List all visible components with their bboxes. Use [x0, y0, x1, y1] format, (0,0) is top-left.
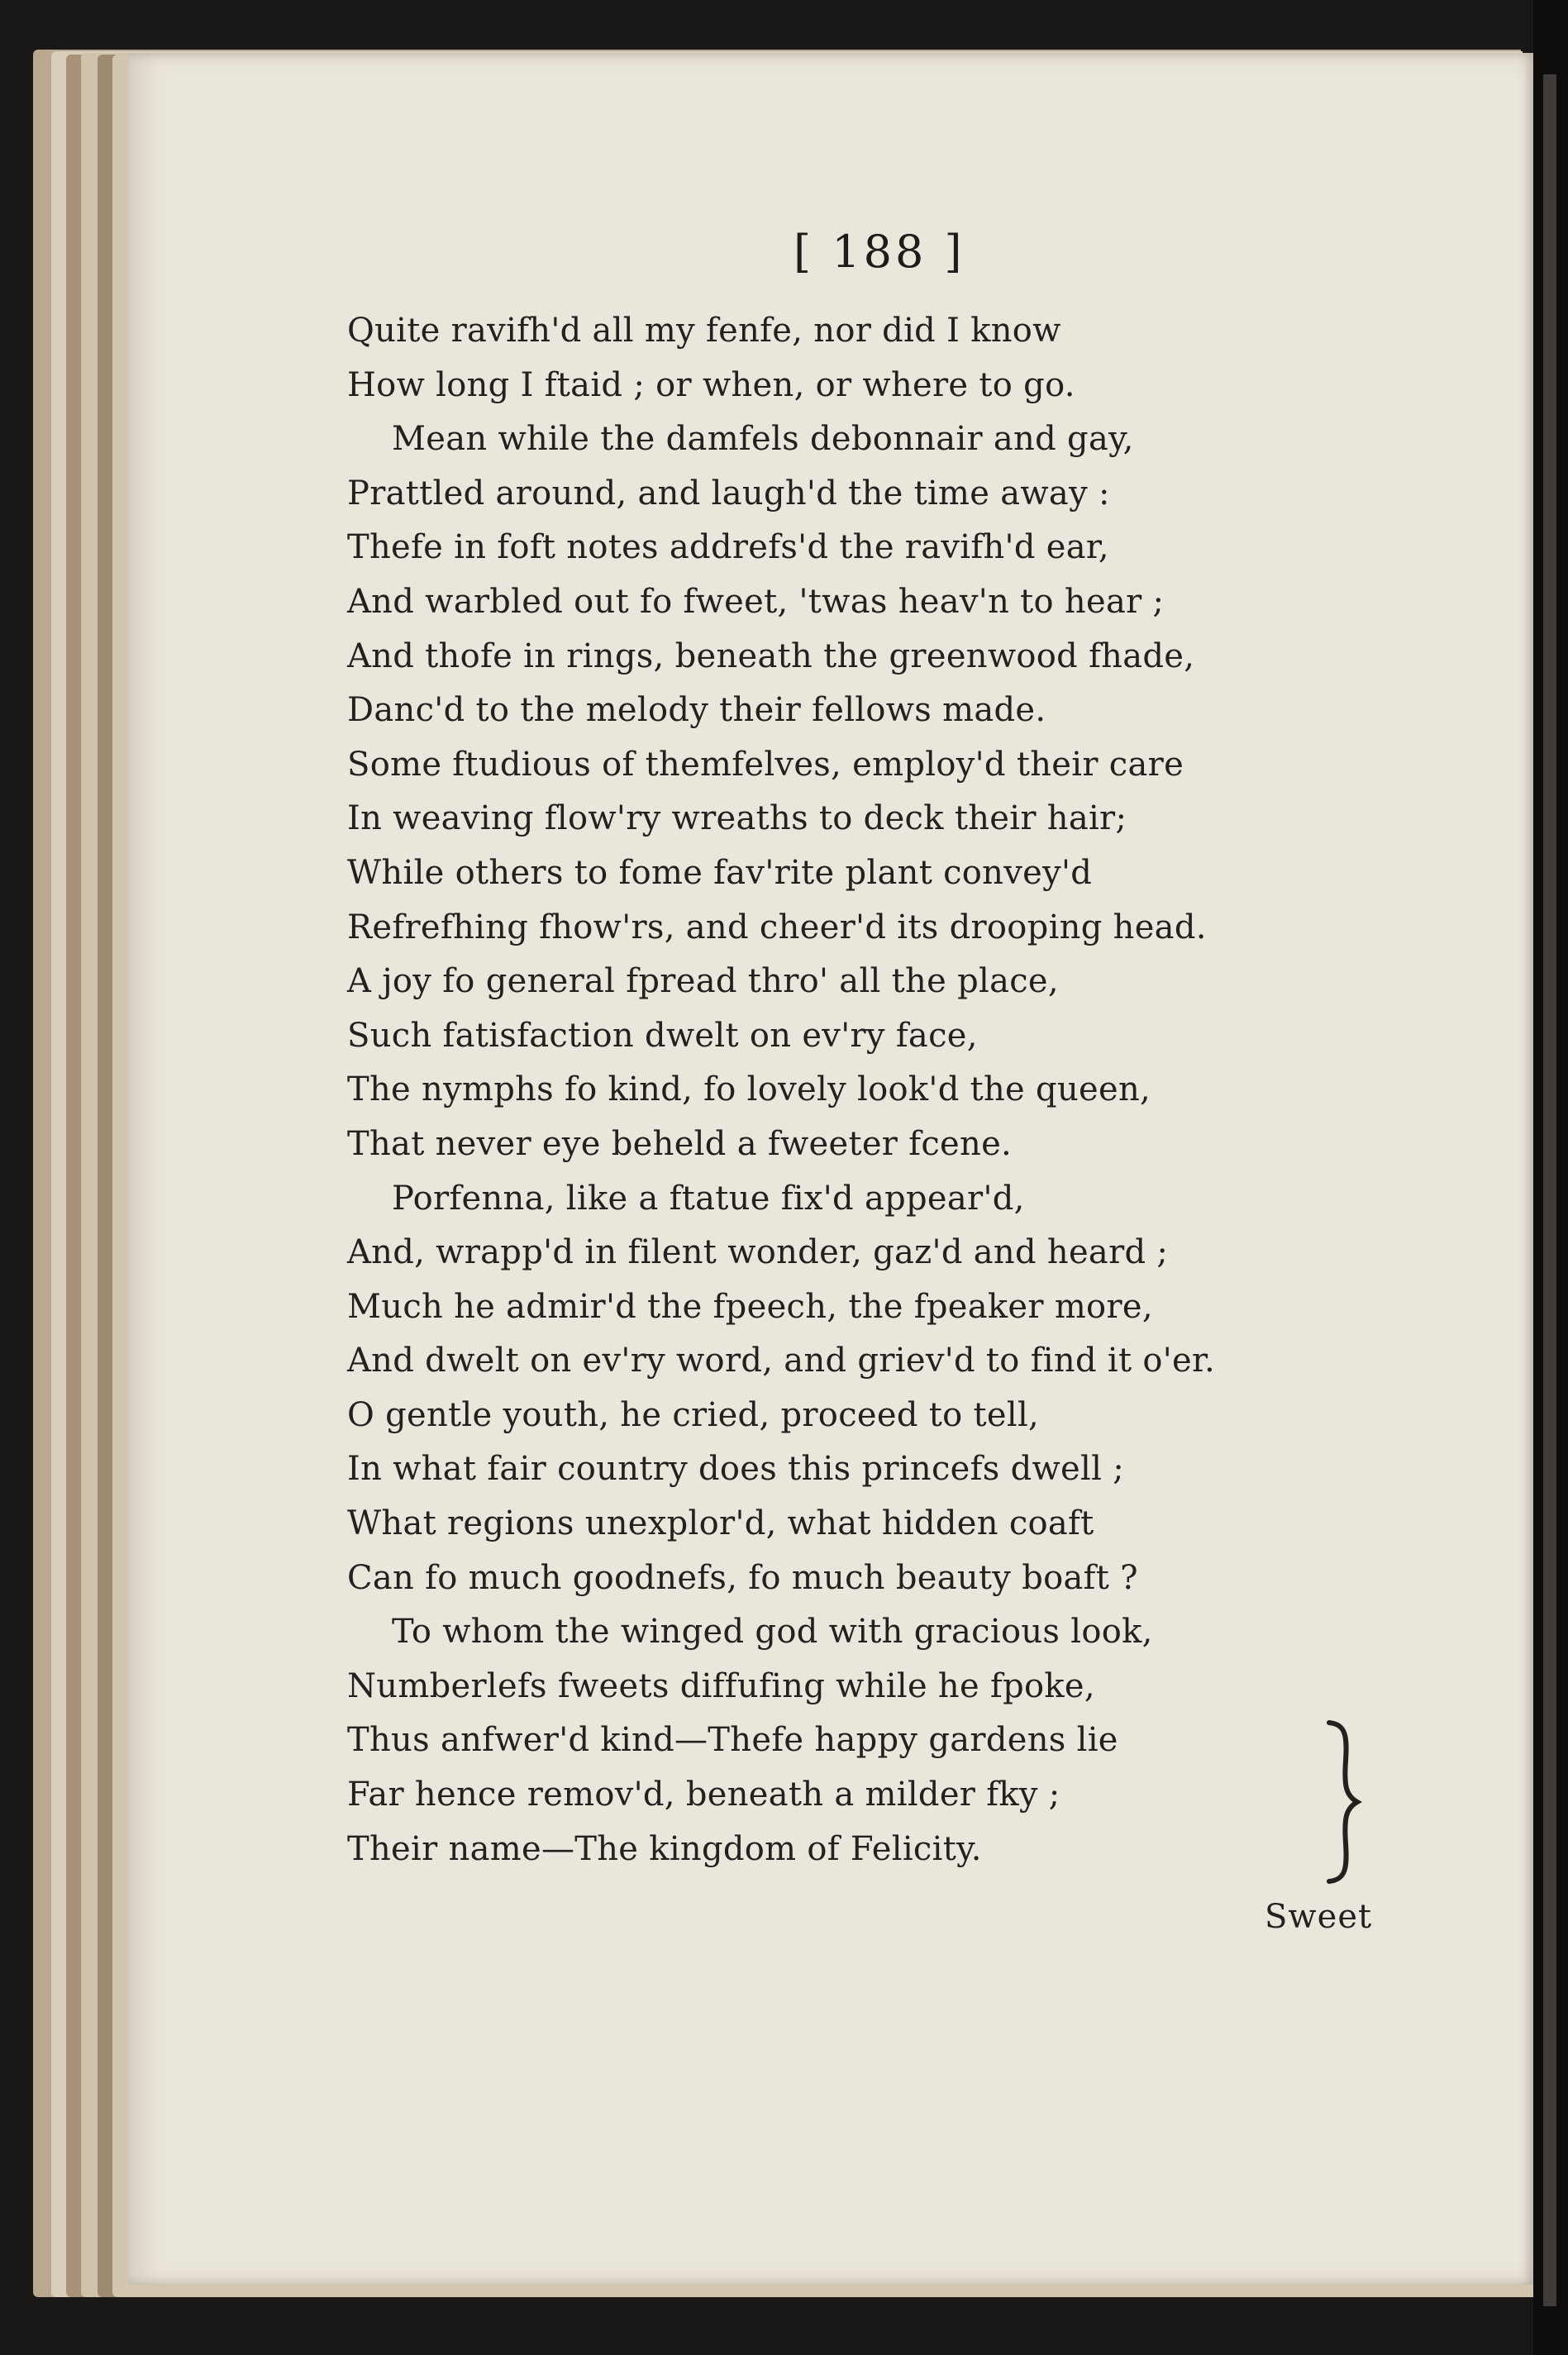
- page-number: [ 188 ]: [794, 226, 965, 278]
- poem-line: O gentle youth, he cried, proceed to tell,: [347, 1395, 1040, 1434]
- poem-line: Quite ravifh'd all my fenfe, nor did I know: [347, 312, 1061, 350]
- poem-line: Can fo much goodnefs, fo much beauty boaft ?: [347, 1558, 1138, 1597]
- poem-line: Prattled around, and laugh'd the time away :: [347, 474, 1110, 512]
- poem-line: And thofe in rings, beneath the greenwood fhade,: [347, 636, 1195, 675]
- poem-line: Some ftudious of themfelves, employ'd their care: [347, 745, 1184, 784]
- poem-line: Thefe in foft notes addrefs'd the ravifh'd ear,: [347, 528, 1109, 567]
- poem-line: How long I ftaid ; or when, or where to go.: [347, 365, 1075, 404]
- poem-line: What regions unexplor'd, what hidden coaft: [347, 1504, 1094, 1543]
- poem-line: Their name—The kingdom of Felicity.: [347, 1829, 982, 1868]
- poem-line: And dwelt on ev'ry word, and griev'd to find it o'er.: [347, 1342, 1216, 1380]
- poem-line: And warbled out fo fweet, 'twas heav'n to hear ;: [347, 582, 1165, 621]
- poem-line: The nymphs fo kind, fo lovely look'd the queen,: [347, 1070, 1151, 1109]
- poem-line: And, wrapp'd in filent wonder, gaz'd and heard ;: [347, 1233, 1169, 1272]
- poem-text: [347, 304, 1356, 1876]
- poem-line: Numberlefs fweets diffufing while he fpoke,: [347, 1666, 1095, 1705]
- poem-line: Such fatisfaction dwelt on ev'ry face,: [347, 1016, 978, 1055]
- catchword: Sweet: [1265, 1898, 1373, 1936]
- poem-line: To whom the winged god with gracious look,: [392, 1613, 1153, 1652]
- poem-line: That never eye beheld a fweeter fcene.: [347, 1124, 1013, 1163]
- poem-line: In what fair country does this princefs dwell ;: [347, 1450, 1124, 1489]
- poem-line: Refrefhing fhow'rs, and cheer'd its drooping head.: [347, 908, 1207, 946]
- poem-line: Danc'd to the melody their fellows made.: [347, 691, 1046, 730]
- poem-line: Porfenna, like a ftatue fix'd appear'd,: [392, 1179, 1025, 1218]
- poem-line: Far hence remov'd, beneath a milder fky ;: [347, 1776, 1060, 1814]
- triplet-brace-icon: [1321, 1719, 1362, 1885]
- poem-line: Much he admir'd the fpeech, the fpeaker more,: [347, 1287, 1153, 1326]
- poem-line: Mean while the damfels debonnair and gay,: [392, 420, 1134, 459]
- poem-line: A joy fo general fpread thro' all the place,: [347, 962, 1059, 1001]
- poem-line: While others to fome fav'rite plant convey'd: [347, 853, 1093, 892]
- poem-line: In weaving flow'ry wreaths to deck their hair;: [347, 799, 1127, 838]
- poem-line: Thus anfwer'd kind—Thefe happy gardens lie: [347, 1721, 1118, 1760]
- facing-page-edge: [1543, 74, 1556, 2306]
